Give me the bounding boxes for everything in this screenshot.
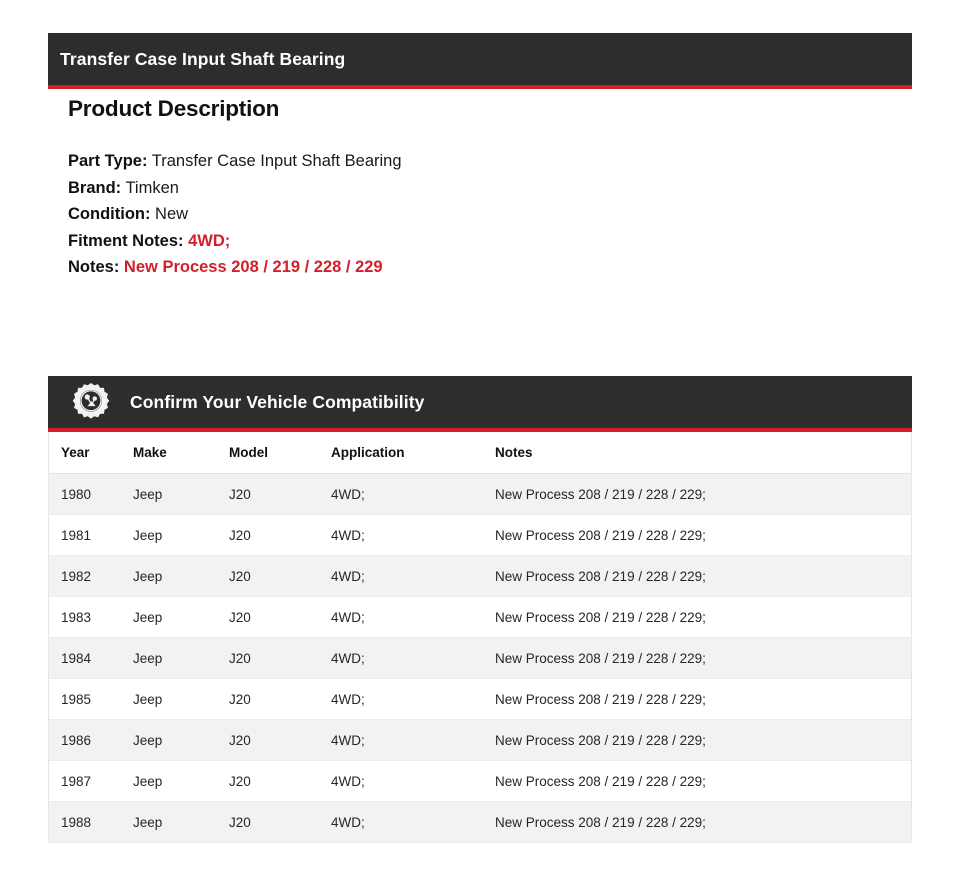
cell-model: J20 — [229, 773, 251, 789]
cell-make: Jeep — [133, 732, 163, 748]
product-title-bar — [48, 33, 912, 89]
column-header-year: Year — [61, 445, 90, 460]
table-row — [49, 679, 911, 720]
cell-application: 4WD; — [331, 609, 365, 625]
column-header-make: Make — [133, 445, 167, 460]
cell-year: 1980 — [61, 486, 92, 502]
cell-year: 1986 — [61, 732, 92, 748]
cell-make: Jeep — [133, 568, 163, 584]
cell-notes: New Process 208 / 219 / 228 / 229; — [495, 814, 706, 830]
spec-value: Timken — [121, 178, 179, 197]
cell-make: Jeep — [133, 609, 163, 625]
spec-line — [68, 254, 468, 281]
cell-application: 4WD; — [331, 568, 365, 584]
product-spec-list — [68, 148, 468, 281]
table-body — [49, 474, 911, 843]
cell-model: J20 — [229, 650, 251, 666]
cell-year: 1982 — [61, 568, 92, 584]
cell-model: J20 — [229, 814, 251, 830]
cell-notes: New Process 208 / 219 / 228 / 229; — [495, 568, 706, 584]
table-header-row — [49, 432, 911, 474]
spec-line — [68, 228, 468, 255]
cell-make: Jeep — [133, 486, 163, 502]
cell-make: Jeep — [133, 773, 163, 789]
cell-application: 4WD; — [331, 773, 365, 789]
spec-line — [68, 175, 468, 202]
cell-model: J20 — [229, 732, 251, 748]
cell-model: J20 — [229, 691, 251, 707]
vehicle-compatibility-table — [48, 432, 912, 843]
cell-application: 4WD; — [331, 650, 365, 666]
table-row — [49, 474, 911, 515]
table-row — [49, 515, 911, 556]
cell-model: J20 — [229, 609, 251, 625]
cell-make: Jeep — [133, 691, 163, 707]
table-row — [49, 638, 911, 679]
spec-value: 4WD; — [183, 231, 231, 250]
cell-application: 4WD; — [331, 527, 365, 543]
compatibility-header-bar — [48, 376, 912, 432]
cell-notes: New Process 208 / 219 / 228 / 229; — [495, 691, 706, 707]
cell-model: J20 — [229, 486, 251, 502]
spec-label: Brand: — [68, 178, 122, 197]
product-description-heading: Product Description — [68, 96, 280, 121]
cell-model: J20 — [229, 568, 251, 584]
product-description-section — [68, 96, 468, 281]
cell-notes: New Process 208 / 219 / 228 / 229; — [495, 609, 706, 625]
cell-notes: New Process 208 / 219 / 228 / 229; — [495, 650, 706, 666]
cell-make: Jeep — [133, 527, 163, 543]
column-header-model: Model — [229, 445, 268, 460]
spec-value: New Process 208 / 219 / 228 / 229 — [119, 258, 383, 276]
cell-make: Jeep — [133, 650, 163, 666]
cell-year: 1985 — [61, 691, 92, 707]
column-header-notes: Notes — [495, 445, 533, 460]
spec-value: Transfer Case Input Shaft Bearing — [147, 152, 402, 170]
cell-notes: New Process 208 / 219 / 228 / 229; — [495, 527, 706, 543]
cell-year: 1988 — [61, 814, 92, 830]
cell-year: 1987 — [61, 773, 92, 789]
cell-notes: New Process 208 / 219 / 228 / 229; — [495, 732, 706, 748]
gear-icon — [68, 379, 114, 425]
table-row — [49, 597, 911, 638]
cell-year: 1981 — [61, 527, 92, 543]
cell-make: Jeep — [133, 814, 163, 830]
table-row — [49, 802, 911, 843]
page-title: Transfer Case Input Shaft Bearing — [60, 48, 346, 69]
spec-label: Part Type: — [68, 152, 148, 170]
compatibility-title: Confirm Your Vehicle Compatibility — [130, 391, 425, 412]
table-row — [49, 761, 911, 802]
cell-application: 4WD; — [331, 814, 365, 830]
spec-label: Condition: — [68, 205, 151, 223]
spec-value: New — [150, 205, 189, 223]
column-header-application: Application — [331, 445, 405, 460]
compatibility-bar-inner — [48, 376, 912, 428]
cell-model: J20 — [229, 527, 251, 543]
spec-line — [68, 148, 468, 175]
table-row — [49, 556, 911, 597]
title-bar-inner — [48, 33, 912, 85]
spec-label: Fitment Notes: — [68, 231, 184, 250]
cell-notes: New Process 208 / 219 / 228 / 229; — [495, 773, 706, 789]
cell-application: 4WD; — [331, 691, 365, 707]
cell-application: 4WD; — [331, 732, 365, 748]
cell-year: 1984 — [61, 650, 92, 666]
cell-notes: New Process 208 / 219 / 228 / 229; — [495, 486, 706, 502]
table-row — [49, 720, 911, 761]
cell-application: 4WD; — [331, 486, 365, 502]
cell-year: 1983 — [61, 609, 92, 625]
spec-label: Notes: — [68, 258, 120, 276]
spec-line — [68, 201, 468, 228]
